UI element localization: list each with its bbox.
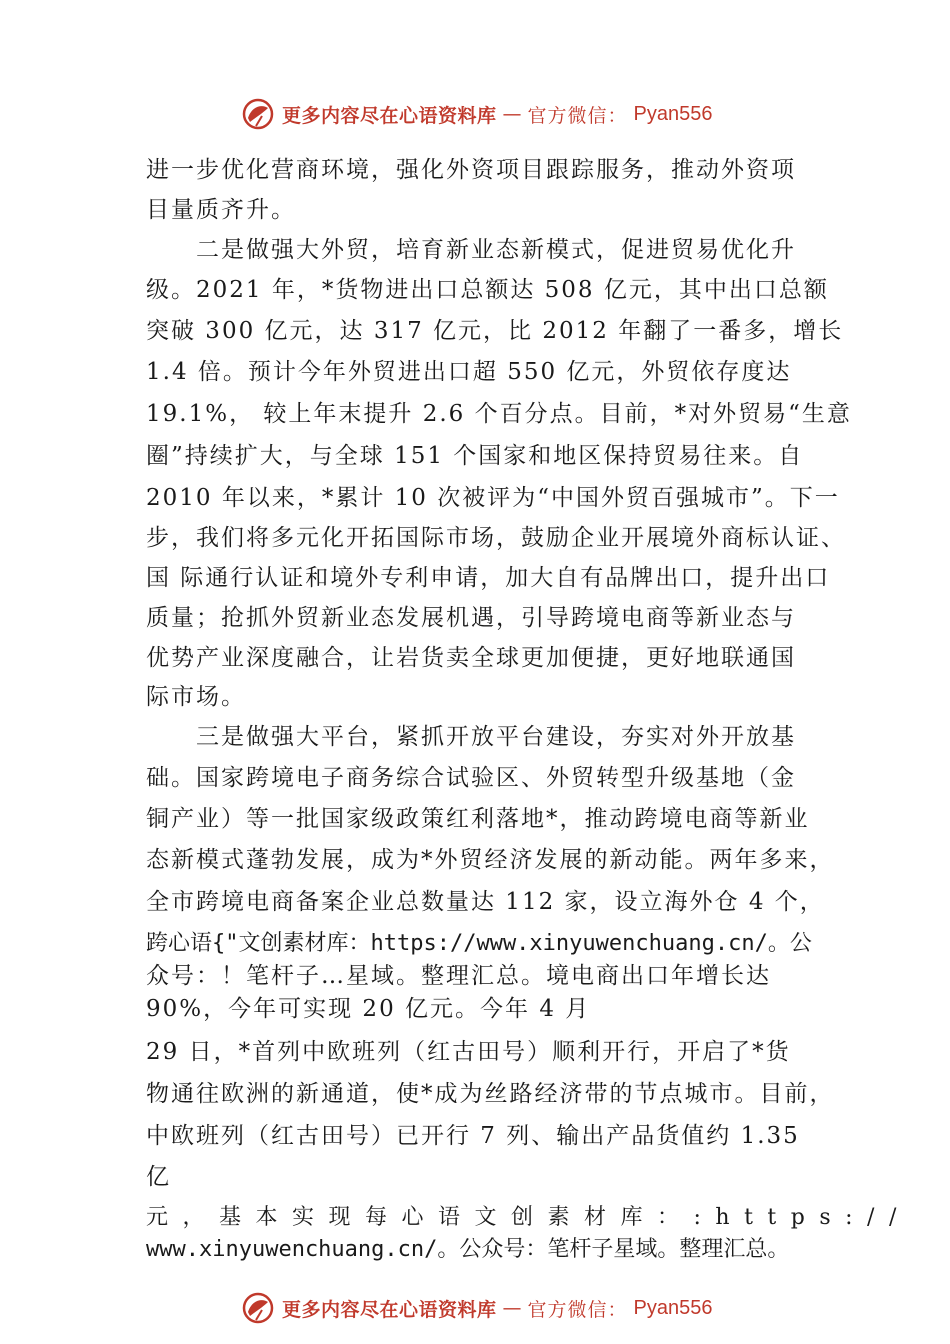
text-line: 2010 年以来，*累计 10 次被评为“中国外贸百强城市”。下一 [146, 485, 840, 511]
banner-separator: — [502, 1297, 522, 1319]
text-line: 突破 300 亿元，达 317 亿元，比 2012 年翻了一番多，增长 [146, 318, 844, 344]
text-line: 29 日，*首列中欧班列（红古田号）顺利开行，开启了*货 [146, 1039, 791, 1065]
banner-wechat-id: Pyan556 [633, 102, 713, 125]
banner-sub-text: 官方微信： [527, 104, 628, 127]
text-line: 铜产业）等一批国家级政策红利落地*，推动跨境电商等新业 [146, 806, 810, 832]
text-line: 目量质齐升。 [146, 197, 296, 223]
text-line: 圈”持续扩大，与全球 151 个国家和地区保持贸易往来。自 [146, 443, 804, 469]
banner-main-text: 更多内容尽在心语资料库 [282, 1298, 497, 1321]
banner-separator: — [502, 103, 522, 125]
text-line: 进一步优化营商环境，强化外资项目跟踪服务，推动外资项 [146, 157, 796, 183]
text-line: 础。国家跨境电子商务综合试验区、外贸转型升级基地（金 [146, 765, 796, 791]
text-line: 元，基本实现每心语文创素材库：:https:// [146, 1205, 911, 1230]
text-line: 二是做强大外贸，培育新业态新模式，促进贸易优化升 [196, 237, 796, 263]
banner-main-text: 更多内容尽在心语资料库 [282, 104, 497, 127]
text-line: 中欧班列（红古田号）已开行 7 列、输出产品货值约 1.35 [146, 1123, 800, 1149]
text-line: 际市场。 [146, 684, 246, 710]
text-line: 三是做强大平台，紧抓开放平台建设，夯实对外开放基 [196, 724, 796, 750]
text-line: 优势产业深度融合，让岩货卖全球更加便捷，更好地联通国 [146, 645, 796, 671]
text-line: 跨心语{"文创素材库：https://www.xinyuwenchuang.cn/。公 [146, 931, 812, 956]
text-line: 19.1%， 较上年末提升 2.6 个百分点。目前，*对外贸易“生意 [146, 401, 852, 427]
text-line: 国 际通行认证和境外专利申请，加大自有品牌出口，提升出口 [146, 565, 831, 591]
banner-sub-text: 官方微信： [527, 1298, 628, 1321]
text-line: 态新模式蓬勃发展，成为*外贸经济发展的新动能。两年多来， [146, 847, 835, 873]
text-line: 物通往欧洲的新通道，使*成为丝路经济带的节点城市。目前， [146, 1081, 835, 1107]
banner-wechat-id: Pyan556 [633, 1296, 713, 1319]
text-line: 步，我们将多元化开拓国际市场，鼓励企业开展境外商标认证、 [146, 525, 846, 551]
text-line: 1.4 倍。预计今年外贸进出口超 550 亿元，外贸依存度达 [146, 359, 792, 385]
top-banner [240, 94, 713, 134]
text-line: www.xinyuwenchuang.cn/。公众号：笔杆子星域。整理汇总。 [146, 1237, 790, 1262]
text-line: 亿 [146, 1164, 171, 1190]
text-line: 级。2021 年，*货物进出口总额达 508 亿元，其中出口总额 [146, 277, 829, 303]
bottom-banner [240, 1288, 713, 1328]
text-line: 全市跨境电商备案企业总数量达 112 家，设立海外仓 4 个， [146, 889, 825, 915]
pen-flower-logo-icon [240, 1290, 276, 1326]
text-line: 90%，今年可实现 20 亿元。今年 4 月 [146, 996, 591, 1022]
text-line: 众号：！笔杆子…星域。整理汇总。境电商出口年增长达 [146, 963, 771, 989]
pen-flower-logo-icon [240, 96, 276, 132]
text-line: 质量；抢抓外贸新业态发展机遇，引导跨境电商等新业态与 [146, 605, 796, 631]
